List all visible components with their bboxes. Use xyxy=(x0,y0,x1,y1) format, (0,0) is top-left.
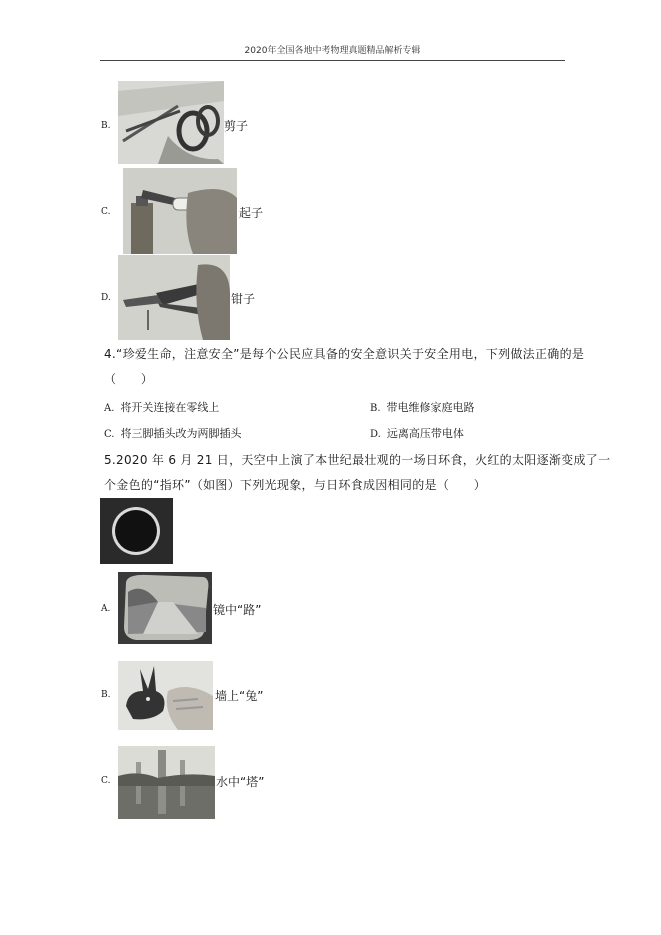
question-5-stem-line1: 5.2020 年 6 月 21 日，天空中上演了本世纪最壮观的一场日环食，火红的太阳逐渐变成了一 xyxy=(104,453,611,467)
mirror-road-photo xyxy=(118,572,212,644)
option-label-scissors: 剪子 xyxy=(224,119,249,133)
choice-text: 将三脚插头改为两脚插头 xyxy=(120,427,242,440)
annular-eclipse-photo xyxy=(100,498,173,564)
choice-letter: C. xyxy=(104,429,115,440)
q4-choice-a xyxy=(104,399,219,415)
q4-choice-d xyxy=(370,425,464,441)
option-letter-d: D. xyxy=(101,293,111,303)
q5-option-label-mirror: 镜中“路” xyxy=(213,603,262,617)
bottle-opener-image xyxy=(123,168,237,254)
shadow-rabbit-photo xyxy=(118,661,213,730)
question-4-stem: 4.“珍爱生命，注意安全”是每个公民应具备的安全意识关于安全用电，下列做法正确的是 xyxy=(104,347,585,361)
q5-option-letter-b: B. xyxy=(101,690,111,700)
eclipse-image xyxy=(100,498,173,564)
q4-choice-c xyxy=(104,425,241,441)
shadow-rabbit-image xyxy=(118,661,213,730)
option-label-pliers: 钳子 xyxy=(231,292,256,306)
choice-text: 带电维修家庭电路 xyxy=(386,401,475,414)
option-letter-b: B. xyxy=(101,121,111,131)
pliers-image xyxy=(118,255,230,340)
choice-letter: A. xyxy=(104,403,115,414)
option-letter-c: C. xyxy=(101,207,111,217)
q5-option-letter-c: C. xyxy=(101,776,111,786)
option-label-opener: 起子 xyxy=(239,206,264,220)
page-header: 2020年全国各地中考物理真题精品解析专辑 xyxy=(100,43,565,61)
mirror-image xyxy=(118,572,212,644)
choice-text: 将开关连接在零线上 xyxy=(120,401,220,414)
choice-text: 远离高压带电体 xyxy=(386,427,464,440)
tower-reflection-photo xyxy=(118,746,215,819)
scissors-photo xyxy=(118,81,224,164)
bottle-opener-photo xyxy=(123,168,237,254)
q5-option-label-rabbit: 墙上“兔” xyxy=(215,689,264,703)
choice-letter: B. xyxy=(370,403,381,414)
pliers-photo xyxy=(118,255,230,340)
scissors-image xyxy=(118,81,224,164)
question-5-stem-line2: 个金色的“指环”（如图）下列光现象，与日环食成因相同的是（ ） xyxy=(104,478,487,492)
choice-letter: D. xyxy=(370,429,381,440)
q5-option-label-tower: 水中“塔” xyxy=(216,775,265,789)
q4-choice-b xyxy=(370,399,475,415)
question-4-blank: （ ） xyxy=(104,372,154,386)
tower-reflection-image xyxy=(118,746,215,819)
q5-option-letter-a: A. xyxy=(101,604,111,614)
